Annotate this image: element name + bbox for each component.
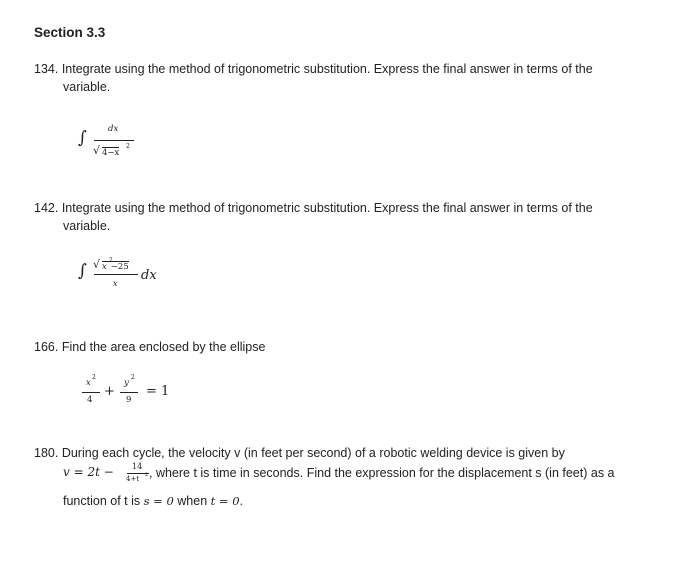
radicand: 4−x [102,148,120,158]
fraction-denominator: x [113,279,118,288]
fraction1-bar [82,392,100,393]
radical-sign: √ [93,144,101,157]
equals-one: = 1 [146,384,170,399]
fraction2-exponent: 2 [131,374,135,381]
radical-sign: √ [93,258,101,271]
velocity-fraction-exponent: 2 [145,472,149,478]
problem-142-line2: variable. [63,219,111,233]
plus-sign: + [104,384,115,399]
problem-180-text-line2: , where t is time in seconds. Find the expression for the displacement s (in feet) as a [149,466,615,480]
fraction-bar [94,140,134,141]
velocity-fraction-numerator: 14 [132,462,143,471]
differential: dx [141,268,157,283]
problem-142-number: 142. [34,201,59,215]
problem-180-line3 [63,492,243,510]
radicand [102,261,129,272]
time-condition: t = 0. [210,494,244,508]
integral-sign: ∫ [78,261,87,281]
radicand-variable: x [102,262,107,272]
problem-134-equation [78,118,148,168]
fraction2-denominator: 9 [126,395,132,405]
displacement-condition: s = 0 [143,494,174,508]
fraction1-denominator: 4 [87,395,93,405]
problem-180-text-line3b: when [177,494,208,508]
problem-180-text-line3a: function of t is [63,494,141,508]
problem-180-number: 180. [34,446,59,460]
exponent: 2 [126,143,130,150]
fraction2-bar [120,392,138,393]
problem-180-line2 [63,460,683,490]
problem-166-line1 [34,338,265,356]
problem-134-text: Integrate using the method of trigonometric substitution. Express the final answer in terms of the [61,62,593,76]
problem-166-text: Find the area enclosed by the ellipse [61,340,266,354]
section-heading: Section 3.3 [34,25,106,40]
problem-166-equation [80,372,190,412]
problem-166-number: 166. [34,340,59,354]
integral-sign: ∫ [78,128,87,148]
problem-180-text: During each cycle, the velocity v (in feet per second) of a robotic welding device is given by [61,446,565,460]
fraction1-numerator: x [86,378,91,388]
fraction2-numerator: y [124,378,129,388]
velocity-fraction-denominator: 4+t [126,475,140,483]
fraction1-exponent: 2 [92,374,96,381]
problem-142-equation [78,255,178,295]
fraction-bar [94,274,138,275]
problem-134-line2: variable. [63,80,111,94]
problem-134-line1 [34,60,593,78]
problem-142-text: Integrate using the method of trigonometric substitution. Express the final answer in terms of the [61,201,593,215]
fraction-numerator: dx [108,124,119,134]
radicand-rest: −25 [110,262,129,272]
exponent: 2 [109,257,113,264]
problem-134-number: 134. [34,62,59,76]
velocity-equation: v = 2t − [63,465,114,479]
problem-142-line1 [34,199,593,217]
